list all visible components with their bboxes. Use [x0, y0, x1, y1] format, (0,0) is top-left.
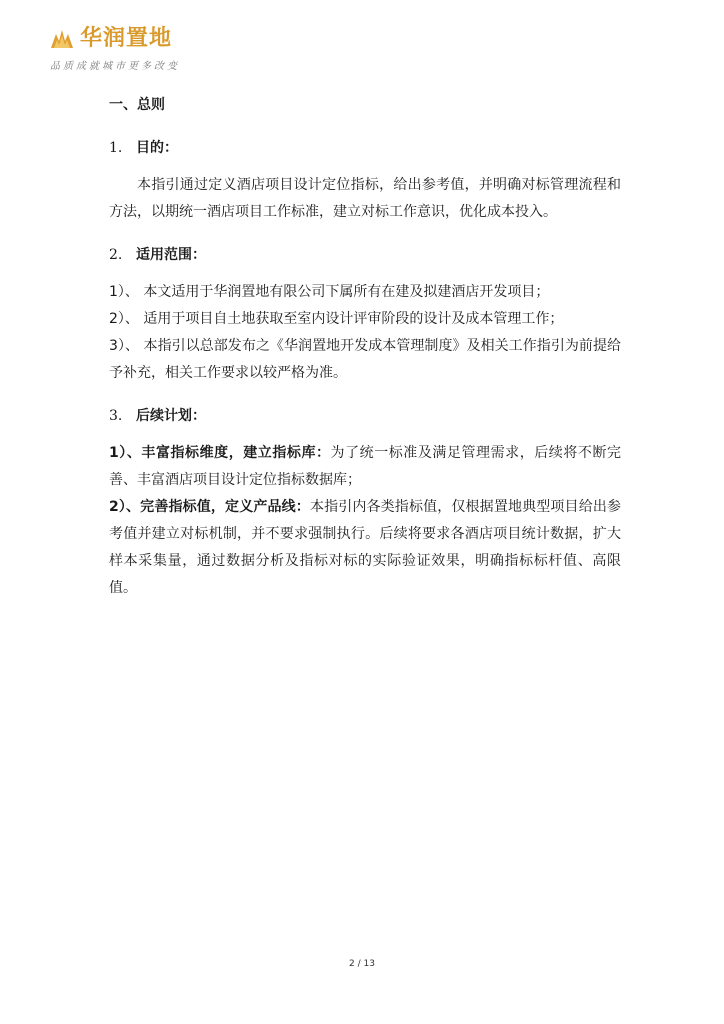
heading-scope — [109, 242, 621, 269]
heading-purpose — [109, 135, 621, 162]
scope-item: 1）、 本文适用于华润置地有限公司下属所有在建及拟建酒店开发项目； — [109, 284, 550, 300]
heading-title: 后续计划： — [136, 408, 206, 424]
huarun-logo-icon — [50, 26, 74, 50]
plan-item — [109, 440, 621, 494]
heading-number: 3. — [109, 408, 123, 424]
plan-item-lead: 2）、完善指标值，定义产品线： — [109, 499, 310, 515]
heading-number: 1. — [109, 140, 123, 156]
brand-logo — [50, 24, 210, 72]
brand-slogan: 品质成就城市更多改变 — [50, 61, 180, 72]
page-number: 2 / 13 — [349, 959, 375, 969]
plan-item-text: 为了统一标准及满足管理需求，后续将不断完善、丰富酒店项目设计定位指标数据库； — [109, 445, 621, 488]
plan-item-lead: 1）、丰富指标维度，建立指标库： — [109, 445, 331, 461]
heading-title: 目的： — [136, 140, 178, 156]
plan-item — [109, 494, 621, 602]
heading-plan — [109, 403, 621, 430]
section-title: 一、总则 — [109, 97, 165, 113]
heading-number: 2. — [109, 247, 123, 263]
document-body — [109, 92, 621, 602]
plan-item-text: 本指引内各类指标值，仅根据置地典型项目给出参考值并建立对标机制，并不要求强制执行。后续将要求各酒店项目统计数据，扩大样本采集量，通过数据分析及指标对标的实际验证效果，明确指标标杆值、高限值。 — [109, 499, 621, 596]
scope-item: 2）、 适用于项目自土地获取至室内设计评审阶段的设计及成本管理工作； — [109, 311, 564, 327]
scope-item: 3）、 本指引以总部发布之《华润置地开发成本管理制度》及相关工作指引为前提给予补充，相关工作要求以较严格为准。 — [109, 338, 621, 381]
heading-title: 适用范围： — [136, 247, 206, 263]
brand-name: 华润置地 — [80, 26, 173, 51]
purpose-paragraph: 本指引通过定义酒店项目设计定位指标，给出参考值，并明确对标管理流程和方法，以期统一酒店项目工作标准，建立对标工作意识，优化成本投入。 — [109, 177, 621, 220]
